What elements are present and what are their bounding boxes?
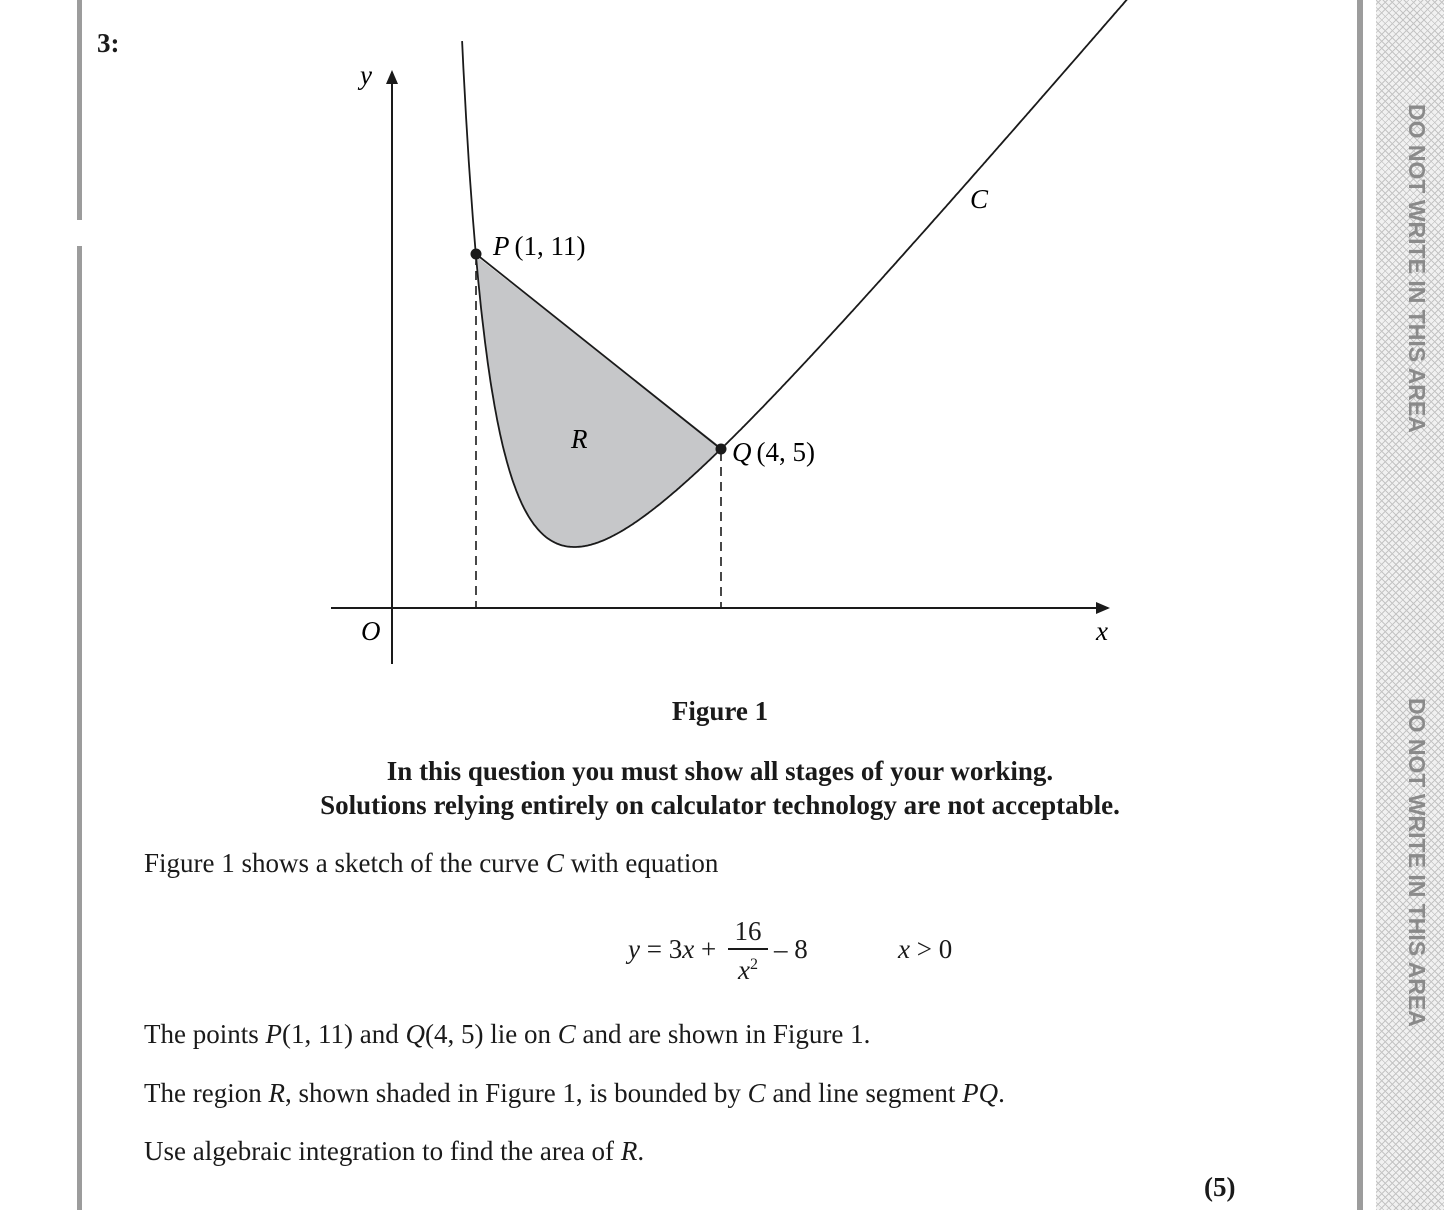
fraction-numerator: 16 [734, 916, 762, 946]
x-axis-label: x [1096, 616, 1108, 646]
equation-lhs: y = 3x + [628, 934, 717, 964]
marks-allocation: (5) [1204, 1172, 1236, 1202]
point-p-marker [471, 249, 482, 260]
question-number: 3: [97, 28, 120, 58]
curve-label: C [970, 184, 989, 214]
fraction-bar [728, 948, 768, 950]
points-sentence: The points P(1, 11) and Q(4, 5) lie on C and are shown in Figure 1. [144, 1019, 871, 1049]
fraction-denominator: $x^2$ [738, 954, 758, 985]
equation-fraction [728, 916, 768, 983]
instruction-line-2: Solutions relying entirely on calculator technology are not acceptable. [320, 790, 1120, 820]
task-sentence: Use algebraic integration to find the area of R. [144, 1136, 645, 1166]
y-axis-label: y [360, 60, 372, 90]
instruction-line-1: In this question you must show all stages of your working. [386, 756, 1054, 786]
margin-notice: DO NOT WRITE IN THIS AREA [1404, 104, 1430, 433]
region-sentence: The region R, shown shaded in Figure 1, is bounded by C and line segment PQ. [144, 1078, 1005, 1108]
equation-constant: – 8 [774, 934, 808, 964]
margin-notice: DO NOT WRITE IN THIS AREA [1404, 698, 1430, 1027]
shaded-region-r [476, 256, 722, 547]
point-p-label: P (1, 11) [493, 231, 586, 261]
origin-label: O [361, 616, 381, 646]
point-q-label: Q (4, 5) [732, 437, 815, 467]
figure-caption: Figure 1 [671, 696, 769, 726]
intro-sentence: Figure 1 shows a sketch of the curve C with equation [144, 848, 719, 878]
point-q-marker [716, 444, 727, 455]
equation-domain: x > 0 [898, 934, 953, 964]
region-label: R [571, 424, 588, 454]
